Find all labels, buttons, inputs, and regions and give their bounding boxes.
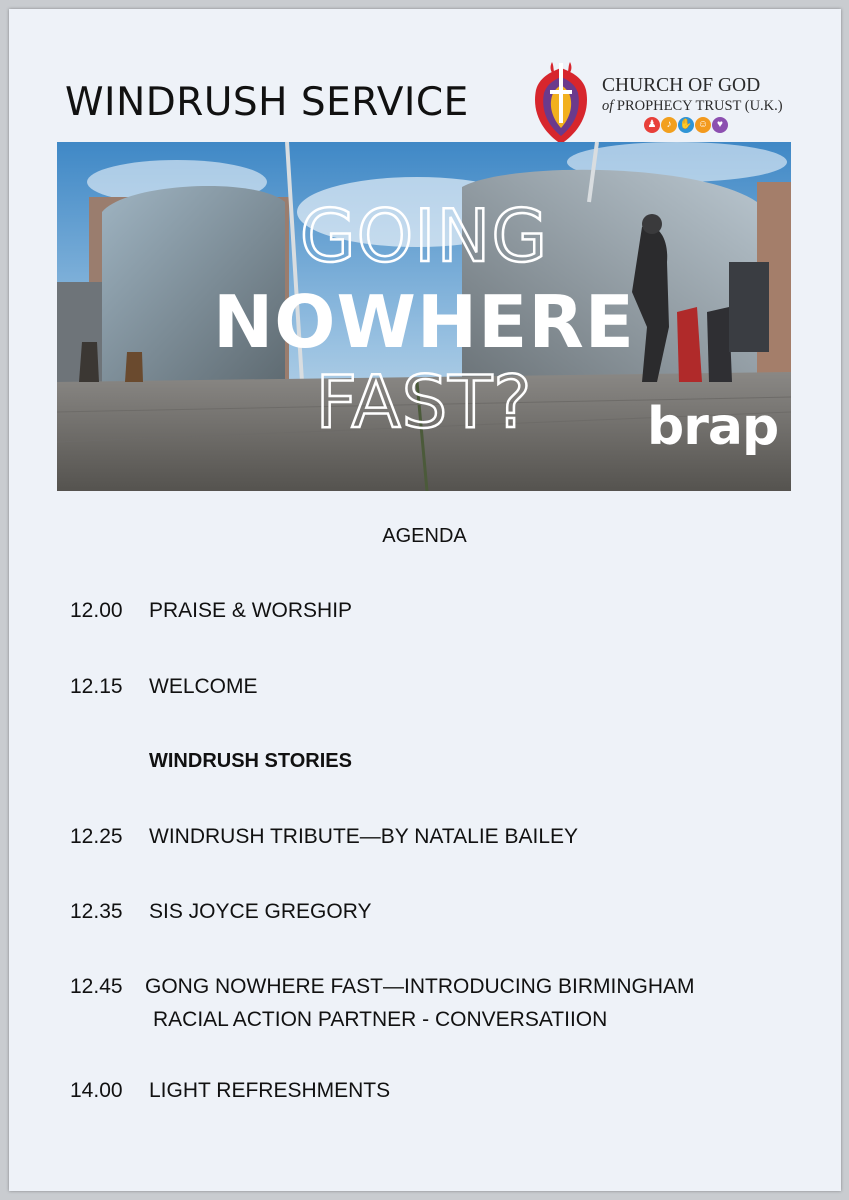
heart-icon: ♥: [712, 117, 728, 133]
agenda-item: [70, 975, 695, 1032]
church-emblem-icon: [530, 60, 592, 146]
agenda-text: WINDRUSH TRIBUTE—BY NATALIE BAILEY: [149, 825, 579, 848]
agenda-item: [70, 825, 578, 849]
hands-icon: ✋: [678, 117, 694, 133]
banner-headline-line3: FAST?: [315, 360, 533, 444]
agenda-heading: AGENDA: [382, 525, 467, 547]
agenda-time: 12.35: [70, 900, 123, 923]
agenda-text: SIS JOYCE GREGORY: [149, 900, 372, 923]
person-icon: ☺: [695, 117, 711, 133]
section-heading: WINDRUSH STORIES: [149, 750, 352, 772]
family-icon: ♟: [644, 117, 660, 133]
agenda-item: [70, 900, 372, 924]
agenda-time: 12.00: [70, 599, 123, 622]
agenda-time: 12.45: [70, 975, 123, 998]
brap-logo: brap: [647, 397, 779, 457]
agenda-text-continued: RACIAL ACTION PARTNER - CONVERSATIION: [153, 1008, 608, 1031]
church-subtitle: of PROPHECY TRUST (U.K.): [602, 98, 783, 114]
logo-icons: [644, 117, 728, 133]
music-icon: ♪: [661, 117, 677, 133]
banner-headline-line1: GOING: [299, 194, 549, 278]
church-name: CHURCH OF GOD: [602, 75, 761, 96]
church-logo: [530, 60, 790, 150]
page-title: WINDRUSH SERVICE: [65, 80, 469, 125]
agenda-item: [70, 1079, 390, 1103]
agenda-text: LIGHT REFRESHMENTS: [149, 1079, 391, 1102]
agenda-text: GONG NOWHERE FAST—INTRODUCING BIRMINGHAM: [145, 975, 695, 998]
agenda-time: 12.15: [70, 675, 123, 698]
event-banner: [57, 142, 791, 491]
agenda-item: [70, 599, 352, 623]
banner-headline-line2: NOWHERE: [213, 280, 635, 364]
agenda-text: PRAISE & WORSHIP: [149, 599, 353, 622]
agenda-text: WELCOME: [149, 675, 258, 698]
agenda-time: 12.25: [70, 825, 123, 848]
agenda-item: [70, 675, 258, 699]
agenda-time: 14.00: [70, 1079, 123, 1102]
